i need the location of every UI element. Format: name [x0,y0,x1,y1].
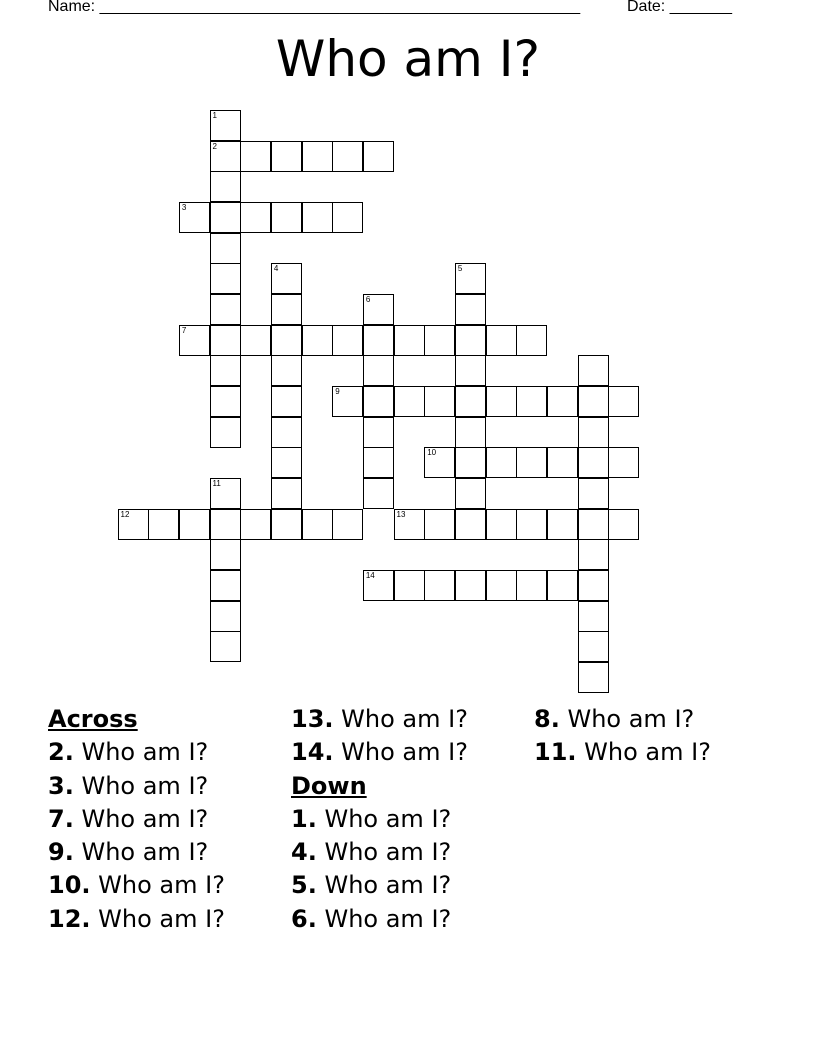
clue-number-label: 4 [273,264,279,274]
clue-item [291,836,521,869]
grid-cell[interactable] [332,202,363,233]
grid-cell[interactable] [455,570,486,601]
grid-cell[interactable] [516,386,547,417]
grid-cell[interactable] [210,386,241,417]
clue-item [291,869,521,902]
grid-cell[interactable] [608,386,639,417]
clue-text: Who am I? [324,904,452,933]
clue-number: 14. [291,738,334,767]
clue-column-1 [48,703,278,936]
clue-item [291,903,521,936]
grid-cell[interactable] [210,631,241,662]
clue-number: 7. [48,804,74,833]
grid-cell[interactable] [271,325,302,356]
grid-cell[interactable] [240,202,271,233]
grid-cell[interactable] [516,570,547,601]
grid-cell[interactable] [424,570,455,601]
grid-cell[interactable] [455,509,486,540]
grid-cell[interactable] [455,263,486,294]
grid-cell[interactable] [486,509,517,540]
clue-text: Who am I? [81,804,209,833]
grid-cell[interactable] [578,631,609,662]
across-heading: Across [48,705,138,733]
grid-cell[interactable] [455,325,486,356]
clue-item [291,703,521,736]
grid-cell[interactable] [332,509,363,540]
clue-number: 5. [291,871,317,900]
grid-cell[interactable] [608,509,639,540]
clue-text: Who am I? [98,904,225,933]
grid-cell[interactable] [210,509,241,540]
clue-text: Who am I? [324,804,452,833]
clue-number: 9. [48,838,74,867]
grid-cell[interactable] [271,386,302,417]
grid-cell[interactable] [486,386,517,417]
name-line: Name: ______________________________________________________ [48,0,581,15]
grid-cell[interactable] [332,141,363,172]
clue-text: Who am I? [324,838,452,867]
grid-cell[interactable] [271,294,302,325]
grid-cell[interactable] [363,141,394,172]
grid-cell[interactable] [516,509,547,540]
grid-cell[interactable] [363,325,394,356]
grid-cell[interactable] [179,202,210,233]
grid-cell[interactable] [179,325,210,356]
grid-cell[interactable] [578,539,609,570]
grid-cell[interactable] [455,355,486,386]
grid-cell[interactable] [578,386,609,417]
grid-cell[interactable] [240,509,271,540]
grid-cell[interactable] [578,662,609,693]
grid-cell[interactable] [210,171,241,202]
grid-cell[interactable] [363,570,394,601]
grid-cell[interactable] [363,417,394,448]
grid-cell[interactable] [455,417,486,448]
clue-number-label: 1 [212,111,217,120]
grid-cell[interactable] [363,386,394,417]
clue-text: Who am I? [584,738,711,767]
grid-cell[interactable] [455,478,486,509]
clue-item [291,736,521,769]
grid-cell[interactable] [547,509,578,540]
clue-number-label: 3 [181,203,187,212]
grid-cell[interactable] [302,509,333,540]
clue-number: 12. [48,904,91,933]
clue-column-2 [291,703,521,936]
grid-cell[interactable] [363,478,394,509]
grid-cell[interactable] [332,325,363,356]
grid-cell[interactable] [394,325,425,356]
grid-cell[interactable] [271,478,302,509]
grid-cell[interactable] [271,447,302,478]
grid-cell[interactable] [455,386,486,417]
clue-column-3 [534,703,764,770]
clue-number-label: 12 [120,509,130,519]
grid-cell[interactable] [271,141,302,172]
clue-number: 6. [291,904,317,933]
grid-cell[interactable] [210,478,241,509]
grid-cell[interactable] [148,509,179,540]
grid-cell[interactable] [210,233,241,264]
grid-cell[interactable] [179,509,210,540]
grid-cell[interactable] [332,386,363,417]
grid-cell[interactable] [210,141,241,172]
grid-cell[interactable] [210,263,241,294]
clue-number: 13. [291,705,334,733]
clue-text: Who am I? [98,871,225,900]
clue-number: 1. [291,804,317,833]
clue-item [48,869,278,902]
grid-cell[interactable] [363,447,394,478]
grid-cell[interactable] [547,386,578,417]
clue-item [48,770,278,803]
clue-number: 11. [534,738,577,767]
grid-cell[interactable] [363,294,394,325]
clue-number-label: 11 [212,479,221,489]
grid-cell[interactable] [302,325,333,356]
clue-item [48,903,278,936]
down-heading: Down [291,771,367,800]
grid-cell[interactable] [547,447,578,478]
grid-cell[interactable] [486,325,517,356]
clue-number-label: 7 [181,325,187,335]
clue-number: 10. [48,871,91,900]
grid-cell[interactable] [424,509,455,540]
page-title: Who am I? [275,30,541,88]
grid-cell[interactable] [394,509,425,540]
grid-cell[interactable] [608,447,639,478]
grid-cell[interactable] [486,570,517,601]
grid-cell[interactable] [486,447,517,478]
grid-cell[interactable] [210,202,241,233]
clue-number-label: 5 [457,264,463,274]
clue-number-label: 13 [396,509,406,519]
grid-cell[interactable] [578,355,609,386]
clue-text: Who am I? [81,771,209,800]
grid-cell[interactable] [118,509,149,540]
clue-text: Who am I? [324,871,452,900]
clue-text: Who am I? [81,738,209,767]
grid-cell[interactable] [424,447,455,478]
clue-item [48,836,278,869]
grid-cell[interactable] [210,417,241,448]
grid-cell[interactable] [516,447,547,478]
grid-cell[interactable] [363,355,394,386]
grid-cell[interactable] [271,202,302,233]
grid-cell[interactable] [210,570,241,601]
grid-cell[interactable] [455,447,486,478]
grid-cell[interactable] [424,325,455,356]
grid-cell[interactable] [210,601,241,632]
grid-cell[interactable] [424,386,455,417]
grid-cell[interactable] [210,325,241,356]
clue-number: 8. [534,705,560,733]
grid-cell[interactable] [210,110,241,141]
clue-number: 3. [48,771,74,800]
clue-number-label: 14 [365,571,375,581]
grid-cell[interactable] [578,601,609,632]
grid-cell[interactable] [210,355,241,386]
grid-cell[interactable] [271,509,302,540]
grid-cell[interactable] [240,325,271,356]
grid-cell[interactable] [394,386,425,417]
grid-cell[interactable] [210,294,241,325]
grid-cell[interactable] [578,447,609,478]
grid-cell[interactable] [547,570,578,601]
clue-item [534,736,764,769]
clue-item [48,803,278,836]
clue-number-label: 10 [427,448,437,458]
grid-cell[interactable] [271,355,302,386]
clue-text: Who am I? [341,705,468,733]
grid-cell[interactable] [578,417,609,448]
grid-cell[interactable] [394,570,425,601]
grid-cell[interactable] [516,325,547,356]
clue-text: Who am I? [567,705,695,733]
grid-cell[interactable] [302,141,333,172]
grid-cell[interactable] [271,263,302,294]
grid-cell[interactable] [578,570,609,601]
clue-number-label: 6 [365,295,371,305]
clue-item [534,703,764,736]
clue-item [48,736,278,769]
grid-cell[interactable] [271,417,302,448]
grid-cell[interactable] [578,509,609,540]
clue-number: 4. [291,838,317,867]
grid-cell[interactable] [455,294,486,325]
clue-number-label: 9 [335,387,340,397]
clue-number: 2. [48,738,74,767]
clue-text: Who am I? [81,838,209,867]
clue-text: Who am I? [341,738,468,767]
grid-cell[interactable] [210,539,241,570]
grid-cell[interactable] [240,141,271,172]
clue-number-label: 2 [212,141,217,151]
grid-cell[interactable] [578,478,609,509]
date-line: Date: _______ [627,0,732,15]
clue-item [291,803,521,836]
grid-cell[interactable] [302,202,333,233]
